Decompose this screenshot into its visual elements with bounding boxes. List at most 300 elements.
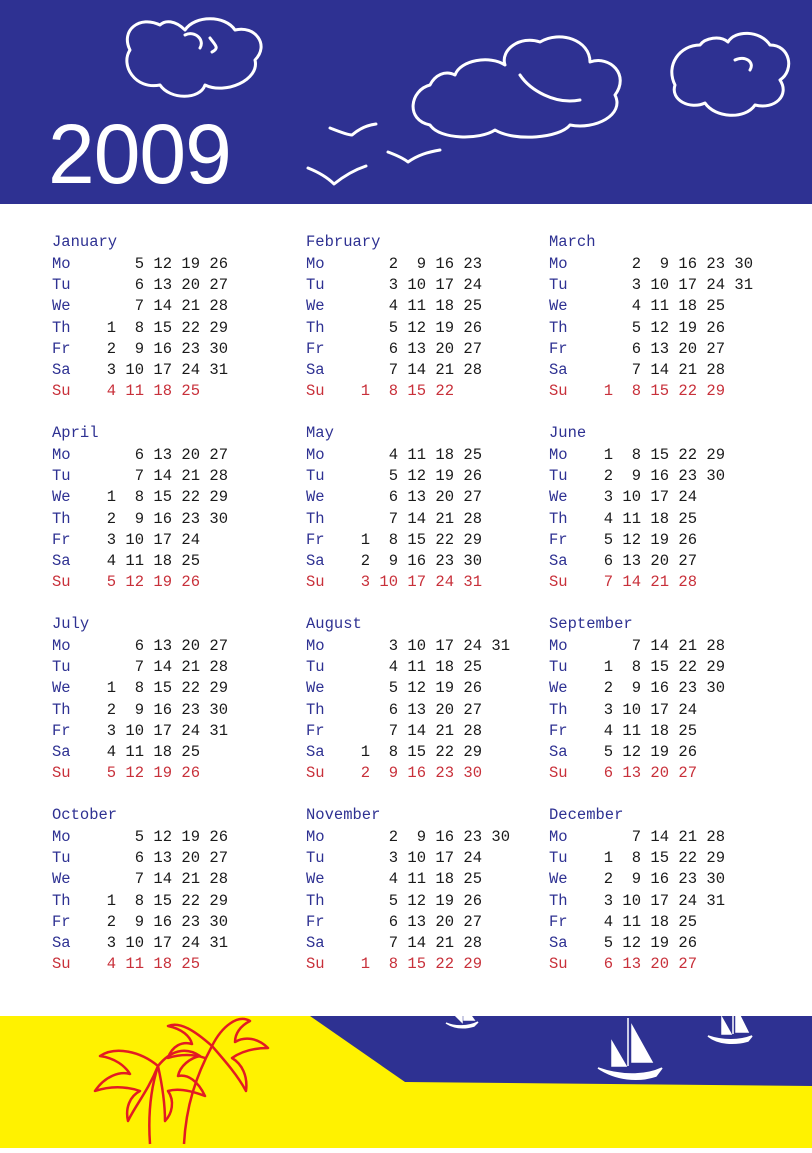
- date-cell: 27: [463, 488, 482, 507]
- date-cell: [228, 445, 256, 466]
- date-cell: [228, 742, 256, 763]
- date-cell: [346, 933, 370, 954]
- weekday-label: Sa: [549, 551, 568, 570]
- date-cell: 5: [603, 742, 613, 761]
- date-cell: 16: [650, 679, 669, 698]
- date-cell: 3: [106, 530, 116, 549]
- date-cell: [92, 466, 116, 487]
- date-cell: 11: [125, 382, 144, 401]
- date-cell: 28: [706, 828, 725, 846]
- date-cell: 22: [678, 446, 697, 464]
- day-numbers: [346, 912, 510, 933]
- date-cell: 26: [678, 742, 697, 761]
- date-cell: 11: [622, 509, 641, 528]
- date-cell: [92, 848, 116, 869]
- date-cell: [228, 254, 256, 275]
- date-cell: 14: [407, 360, 426, 379]
- date-cell: 21: [181, 870, 200, 889]
- date-cell: 20: [650, 764, 669, 783]
- day-numbers: [589, 551, 753, 572]
- date-cell: 21: [181, 297, 200, 316]
- day-numbers: [589, 636, 753, 657]
- day-numbers: [92, 827, 256, 848]
- week-row: [52, 296, 302, 317]
- date-cell: 26: [678, 933, 697, 952]
- month-block-april: [52, 421, 302, 593]
- date-cell: [200, 381, 228, 402]
- date-cell: [482, 572, 510, 593]
- date-cell: 2: [603, 679, 613, 698]
- week-row: [52, 827, 302, 848]
- date-cell: [92, 296, 116, 317]
- weekday-label: Tu: [549, 849, 568, 868]
- date-cell: [228, 933, 256, 954]
- date-cell: 11: [407, 297, 426, 316]
- date-cell: 24: [463, 637, 482, 655]
- date-cell: [92, 827, 116, 848]
- date-cell: 5: [388, 891, 398, 910]
- date-cell: 6: [603, 551, 613, 570]
- date-cell: 14: [153, 870, 172, 889]
- weekday-label: Sa: [306, 551, 325, 570]
- date-cell: [482, 869, 510, 890]
- weekday-label: Sa: [549, 742, 568, 761]
- week-row: [52, 487, 302, 508]
- week-row: [52, 466, 302, 487]
- day-numbers: [589, 445, 753, 466]
- date-cell: 14: [650, 828, 669, 846]
- date-cell: 27: [678, 764, 697, 783]
- date-cell: 3: [603, 700, 613, 719]
- weekday-label: Fr: [52, 339, 71, 358]
- date-cell: [482, 700, 510, 721]
- weekday-label: Fr: [549, 721, 568, 740]
- day-numbers: [589, 954, 753, 975]
- month-block-november: [306, 803, 556, 975]
- week-row: [306, 848, 556, 869]
- date-cell: 13: [650, 339, 669, 358]
- weekday-label: Tu: [549, 467, 568, 486]
- day-numbers: [346, 678, 510, 699]
- week-row: [306, 700, 556, 721]
- date-cell: 13: [407, 488, 426, 507]
- date-cell: [725, 445, 753, 466]
- date-cell: [589, 360, 613, 381]
- week-row: [306, 933, 556, 954]
- day-numbers: [589, 318, 753, 339]
- week-row: [306, 339, 556, 360]
- date-cell: 3: [388, 637, 398, 655]
- day-numbers: [92, 657, 256, 678]
- date-cell: [482, 530, 510, 551]
- date-cell: [228, 657, 256, 678]
- date-cell: 1: [603, 382, 613, 401]
- date-cell: 23: [435, 551, 454, 570]
- date-cell: [228, 869, 256, 890]
- date-cell: 23: [678, 870, 697, 889]
- weekday-label: We: [549, 297, 568, 316]
- day-numbers: [346, 763, 510, 784]
- date-cell: 11: [125, 955, 144, 974]
- date-cell: 15: [407, 742, 426, 761]
- week-row: [549, 954, 799, 975]
- date-cell: 26: [706, 318, 725, 337]
- week-row: [52, 933, 302, 954]
- weekday-label: Su: [549, 573, 568, 592]
- date-cell: [725, 869, 753, 890]
- date-cell: 12: [407, 891, 426, 910]
- date-cell: [482, 954, 510, 975]
- date-cell: 10: [125, 530, 144, 549]
- month-block-february: [306, 230, 556, 402]
- date-cell: 22: [181, 318, 200, 337]
- day-numbers: [589, 572, 753, 593]
- date-cell: 20: [650, 551, 669, 570]
- month-name: March: [549, 233, 596, 251]
- date-cell: 3: [603, 891, 613, 910]
- date-cell: 12: [622, 530, 641, 549]
- date-cell: [228, 636, 256, 657]
- weekday-label: Su: [52, 573, 71, 592]
- date-cell: 28: [678, 573, 697, 592]
- date-cell: 8: [388, 382, 398, 401]
- weekday-label: Th: [52, 700, 71, 719]
- date-cell: 7: [134, 870, 144, 889]
- date-cell: [346, 721, 370, 742]
- week-row: [52, 763, 302, 784]
- weekday-label: Mo: [549, 828, 568, 846]
- date-cell: 31: [734, 276, 753, 295]
- date-cell: [228, 381, 256, 402]
- date-cell: [346, 296, 370, 317]
- date-cell: 3: [388, 849, 398, 868]
- weekday-label: Sa: [52, 360, 71, 379]
- date-cell: 7: [134, 297, 144, 316]
- date-cell: 10: [622, 700, 641, 719]
- weekday-label: We: [549, 488, 568, 507]
- date-cell: 20: [435, 912, 454, 931]
- week-row: [549, 912, 799, 933]
- date-cell: [725, 530, 753, 551]
- weekday-label: Mo: [306, 255, 325, 273]
- date-cell: 19: [435, 467, 454, 486]
- date-cell: [346, 869, 370, 890]
- day-numbers: [589, 763, 753, 784]
- date-cell: 19: [181, 255, 200, 273]
- week-row: [549, 254, 799, 275]
- weekday-label: Th: [306, 509, 325, 528]
- date-cell: 21: [435, 933, 454, 952]
- week-row: [52, 509, 302, 530]
- date-cell: 6: [388, 700, 398, 719]
- weekday-label: Tu: [306, 276, 325, 295]
- weekday-label: Mo: [52, 637, 71, 655]
- date-cell: 17: [153, 721, 172, 740]
- date-cell: 2: [106, 912, 116, 931]
- date-cell: 18: [678, 297, 697, 316]
- date-cell: [589, 318, 613, 339]
- weekday-label: Tu: [306, 658, 325, 677]
- day-numbers: [589, 721, 753, 742]
- date-cell: 7: [388, 933, 398, 952]
- day-numbers: [346, 339, 510, 360]
- day-numbers: [92, 318, 256, 339]
- date-cell: 7: [388, 721, 398, 740]
- day-numbers: [589, 700, 753, 721]
- date-cell: [589, 254, 613, 275]
- weekday-label: Mo: [52, 446, 71, 464]
- weekday-label: Sa: [52, 551, 71, 570]
- date-cell: 3: [360, 573, 370, 592]
- date-cell: 25: [463, 297, 482, 316]
- date-cell: 20: [181, 446, 200, 464]
- day-numbers: [589, 530, 753, 551]
- weekday-label: Th: [306, 891, 325, 910]
- date-cell: [482, 763, 510, 784]
- week-row: [306, 572, 556, 593]
- weekday-label: Th: [52, 509, 71, 528]
- date-cell: 31: [209, 721, 228, 740]
- date-cell: [725, 296, 753, 317]
- day-numbers: [346, 572, 510, 593]
- day-numbers: [92, 572, 256, 593]
- weekday-label: Tu: [549, 276, 568, 295]
- date-cell: 25: [678, 912, 697, 931]
- date-cell: 6: [134, 637, 144, 655]
- week-row: [549, 678, 799, 699]
- date-cell: 31: [706, 891, 725, 910]
- date-cell: 30: [706, 467, 725, 486]
- date-cell: 12: [622, 933, 641, 952]
- date-cell: 1: [603, 849, 613, 868]
- week-row: [306, 742, 556, 763]
- date-cell: 19: [153, 764, 172, 783]
- day-numbers: [346, 848, 510, 869]
- day-numbers: [346, 933, 510, 954]
- date-cell: 12: [622, 742, 641, 761]
- date-cell: 9: [416, 255, 426, 273]
- date-cell: [725, 636, 753, 657]
- date-cell: 24: [463, 849, 482, 868]
- date-cell: 15: [650, 658, 669, 677]
- date-cell: 25: [463, 446, 482, 464]
- date-cell: 24: [181, 721, 200, 740]
- date-cell: 6: [603, 955, 613, 974]
- date-cell: 4: [388, 446, 398, 464]
- day-numbers: [92, 445, 256, 466]
- weekday-label: Sa: [306, 933, 325, 952]
- week-row: [549, 933, 799, 954]
- date-cell: [482, 275, 510, 296]
- weekday-label: Fr: [52, 912, 71, 931]
- date-cell: [346, 891, 370, 912]
- date-cell: 14: [407, 721, 426, 740]
- date-cell: 25: [678, 509, 697, 528]
- date-cell: 19: [650, 933, 669, 952]
- date-cell: [725, 933, 753, 954]
- weekday-label: Fr: [306, 912, 325, 931]
- date-cell: [200, 763, 228, 784]
- date-cell: 16: [407, 551, 426, 570]
- date-cell: 13: [153, 276, 172, 295]
- date-cell: 30: [209, 700, 228, 719]
- date-cell: 4: [106, 955, 116, 974]
- date-cell: 6: [134, 849, 144, 868]
- date-cell: 12: [650, 318, 669, 337]
- date-cell: 27: [209, 276, 228, 295]
- date-cell: 7: [631, 360, 641, 379]
- date-cell: 4: [388, 658, 398, 677]
- date-cell: 13: [622, 955, 641, 974]
- weekday-label: Su: [549, 382, 568, 401]
- date-cell: 21: [435, 721, 454, 740]
- week-row: [306, 721, 556, 742]
- date-cell: 21: [678, 637, 697, 655]
- date-cell: 8: [134, 679, 144, 698]
- month-block-may: [306, 421, 556, 593]
- weekday-label: Tu: [306, 467, 325, 486]
- date-cell: [725, 360, 753, 381]
- date-cell: 17: [153, 360, 172, 379]
- date-cell: [346, 466, 370, 487]
- day-numbers: [92, 275, 256, 296]
- date-cell: 29: [463, 955, 482, 974]
- date-cell: [482, 933, 510, 954]
- date-cell: [482, 891, 510, 912]
- date-cell: 4: [631, 297, 641, 316]
- date-cell: 26: [181, 764, 200, 783]
- weekday-label: Mo: [306, 446, 325, 464]
- date-cell: [482, 848, 510, 869]
- date-cell: [697, 954, 725, 975]
- weekday-label: Th: [306, 318, 325, 337]
- week-row: [549, 636, 799, 657]
- day-numbers: [589, 869, 753, 890]
- date-cell: [346, 848, 370, 869]
- date-cell: 15: [650, 382, 669, 401]
- date-cell: 25: [463, 658, 482, 677]
- date-cell: 4: [388, 297, 398, 316]
- date-cell: [725, 572, 753, 593]
- date-cell: [725, 318, 753, 339]
- date-cell: 29: [463, 530, 482, 549]
- date-cell: 17: [435, 276, 454, 295]
- date-cell: [725, 763, 753, 784]
- date-cell: 29: [706, 382, 725, 401]
- week-row: [549, 339, 799, 360]
- date-cell: [228, 912, 256, 933]
- week-row: [52, 678, 302, 699]
- weekday-label: Fr: [549, 912, 568, 931]
- date-cell: 29: [463, 742, 482, 761]
- weekday-label: Th: [52, 318, 71, 337]
- weekday-label: Sa: [549, 933, 568, 952]
- week-row: [549, 360, 799, 381]
- date-cell: 25: [706, 297, 725, 316]
- date-cell: [697, 700, 725, 721]
- date-cell: 8: [631, 658, 641, 677]
- weekday-label: We: [306, 488, 325, 507]
- date-cell: [482, 296, 510, 317]
- date-cell: 23: [706, 255, 725, 273]
- date-cell: 19: [435, 318, 454, 337]
- date-cell: 28: [706, 637, 725, 655]
- date-cell: 17: [650, 700, 669, 719]
- date-cell: 27: [678, 551, 697, 570]
- date-cell: 17: [153, 530, 172, 549]
- month-block-march: [549, 230, 799, 402]
- week-row: [549, 869, 799, 890]
- weekday-label: Fr: [306, 339, 325, 358]
- date-cell: 23: [435, 764, 454, 783]
- date-cell: 23: [181, 509, 200, 528]
- date-cell: [228, 700, 256, 721]
- date-cell: [725, 891, 753, 912]
- day-numbers: [346, 296, 510, 317]
- date-cell: 17: [678, 276, 697, 295]
- date-cell: 17: [435, 637, 454, 655]
- day-numbers: [589, 466, 753, 487]
- day-numbers: [589, 848, 753, 869]
- date-cell: 11: [407, 446, 426, 464]
- weekday-label: Mo: [52, 255, 71, 273]
- date-cell: [725, 742, 753, 763]
- date-cell: [346, 254, 370, 275]
- date-cell: 15: [153, 318, 172, 337]
- date-cell: 18: [153, 551, 172, 570]
- date-cell: [589, 296, 613, 317]
- date-cell: 25: [463, 870, 482, 889]
- date-cell: 9: [388, 764, 398, 783]
- weekday-label: Sa: [52, 742, 71, 761]
- date-cell: [725, 339, 753, 360]
- week-row: [549, 487, 799, 508]
- week-row: [52, 657, 302, 678]
- day-numbers: [346, 721, 510, 742]
- week-row: [306, 509, 556, 530]
- date-cell: 19: [153, 573, 172, 592]
- date-cell: 21: [650, 573, 669, 592]
- date-cell: 5: [388, 318, 398, 337]
- weekday-label: We: [306, 870, 325, 889]
- month-block-august: [306, 612, 556, 784]
- day-numbers: [589, 275, 753, 296]
- day-numbers: [346, 466, 510, 487]
- date-cell: 20: [181, 637, 200, 655]
- date-cell: 31: [209, 933, 228, 952]
- date-cell: 27: [463, 339, 482, 358]
- date-cell: 26: [678, 530, 697, 549]
- date-cell: 25: [181, 551, 200, 570]
- date-cell: 2: [631, 255, 641, 273]
- date-cell: 22: [181, 488, 200, 507]
- day-numbers: [346, 381, 510, 402]
- weekday-label: Su: [549, 955, 568, 974]
- date-cell: 12: [407, 318, 426, 337]
- date-cell: [200, 572, 228, 593]
- date-cell: 7: [603, 573, 613, 592]
- date-cell: 30: [463, 764, 482, 783]
- date-cell: 19: [435, 891, 454, 910]
- date-cell: 27: [706, 339, 725, 358]
- day-numbers: [92, 848, 256, 869]
- day-numbers: [346, 530, 510, 551]
- day-numbers: [589, 657, 753, 678]
- month-name: February: [306, 233, 381, 251]
- date-cell: 11: [622, 721, 641, 740]
- day-numbers: [92, 742, 256, 763]
- date-cell: [589, 275, 613, 296]
